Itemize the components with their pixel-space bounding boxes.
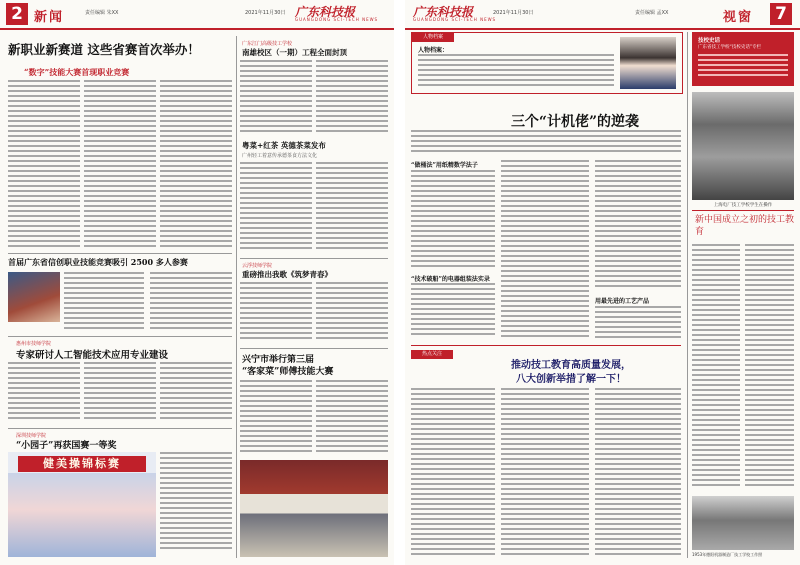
left-article2-col1 [64,272,144,332]
right-page-header [405,0,800,30]
right-brand-logo: 广东科技报 [413,5,474,19]
left-article3-title: 专家研讨人工智能技术应用专业建设 [16,350,169,361]
left-lead-col2 [84,80,156,250]
left-date: 2021年11月30日 [245,10,286,16]
left-mid4-col2 [316,380,388,456]
left-article4-col [160,452,232,557]
left-article3-col1 [8,362,80,422]
quote-heading: 广东省技工学校“技校史话”专栏 [698,45,762,50]
right-bottom-title-1: 推动技工教育高质量发展， [511,360,631,371]
right-bottom-kicker: 热点关注 [411,350,453,359]
sidebar-col2 [745,244,794,492]
quote-label: 技校史话 [698,38,721,44]
left-mid2-sub: 广州轻工着意传承德茶食方法文化 [242,153,318,159]
right-bottom-col2 [501,388,589,558]
right-bottom-col1 [411,388,495,558]
left-lead-col1 [8,80,80,250]
left-article3-col3 [160,362,232,422]
left-brand-logo: 广东科技报 [295,5,356,19]
left-mid-divider-2 [240,348,388,349]
sidebar-col1 [692,244,740,492]
left-mid3-title: 重磅推出我歌《筑梦青春》 [242,270,332,279]
left-mid3-kicker: 云浮技师学院 [242,263,273,269]
left-divider-1 [8,253,232,254]
sidebar-title: 新中国成立之初的技工教育 [695,215,794,237]
right-main-col1b [411,283,495,341]
photo1-caption: 上海电厂技工学校学生在操作 [713,203,773,208]
left-page [0,0,394,565]
profile-text [418,54,614,90]
left-mid3-col1 [240,282,312,344]
left-mid2-col1 [240,162,312,254]
left-column-rule [236,36,237,558]
right-column-rule [687,32,688,558]
right-section-name: 视窗 [723,10,754,25]
left-divider-3 [8,428,232,429]
left-page-number: 2 [6,3,28,25]
right-subhead-3: 用最先进的工艺产品 [595,298,650,305]
right-main-col3 [595,160,681,294]
left-article4-kicker: 深圳技师学院 [16,433,47,439]
profile-box [411,32,683,94]
left-brand-sub: GUANGDONG SCI-TECH NEWS [295,17,379,22]
left-article4-title: “小园子”再获国赛一等奖 [16,441,117,451]
left-chefs-photo [240,460,388,557]
left-mid3-col2 [316,282,388,344]
right-page-number: 7 [770,3,792,25]
left-main-headline: 新职业新赛道 这些省赛首次举办！ [8,42,200,57]
right-main-col2 [501,160,589,340]
left-article2-col2 [150,272,232,332]
left-article3-kicker: 惠州市技师学院 [16,341,52,347]
left-mid-kicker: 广东江门高级技工学校 [242,41,293,47]
right-bottom-title-2: 八大创新举措了解一下！ [516,374,626,385]
competition-banner: 健美操锦标赛 [18,456,146,472]
left-mid-title: 南雄校区（一期）工程全面封顶 [242,48,347,57]
right-subhead-1: “做桶法”用纸精数学法子 [411,162,478,169]
right-brand-sub: GUANGDONG SCI-TECH NEWS [413,17,497,22]
left-article2-title: 首届广东省信创职业技能竞赛吸引 2500 多人参赛 [8,257,188,267]
left-mid-col2 [316,60,388,138]
left-page-header [0,0,394,30]
profile-portrait [620,37,676,89]
left-editor-info: 责任编辑 朱XX [85,10,119,16]
sidebar-title-rule-top [692,210,794,211]
left-article3-col2 [84,362,156,422]
left-mid-divider [240,258,388,259]
sidebar-historic-photo-2 [692,496,794,550]
right-page [405,0,800,565]
right-main-col1 [411,170,495,272]
right-date: 2021年11月30日 [493,10,534,16]
right-bottom-col3 [595,388,681,558]
photo2-caption: 1953年德阳机器制造厂技工学校工作照 [692,552,763,557]
right-main-col3b [595,306,681,342]
right-intro-text [411,130,681,158]
profile-label: 人物档案： [418,47,449,54]
sidebar-historic-photo-1 [692,92,794,200]
left-mid2-title: 粤菜+红茶 英德茶菜发布 [242,141,326,150]
profile-kicker: 人物档案 [412,33,454,42]
left-mid2-col2 [316,162,388,254]
left-mid4-kicker: 兴宁市举行第三届 [242,355,315,365]
right-editor-info: 责任编辑 孟XX [635,10,669,16]
left-mid-col1 [240,60,312,138]
left-gymnastics-photo [8,452,156,557]
left-mid4-col1 [240,380,312,456]
right-divider [411,345,681,346]
right-main-title: 三个“计机佬”的逆袭 [510,114,640,130]
quote-box [692,32,794,86]
left-lead-col3 [160,80,232,250]
spread-gutter [394,0,405,565]
left-mid4-title: “客家菜”师傅技能大赛 [242,367,334,377]
left-section-name: 新闻 [34,10,65,25]
left-article2-photo [8,272,60,322]
right-subhead-2: “技术破船”的电器组装法实录 [411,276,490,283]
quote-text [698,54,788,84]
left-main-subheadline: “数字”技能大赛首现职业竞赛 [24,67,130,77]
left-divider-2 [8,336,232,337]
